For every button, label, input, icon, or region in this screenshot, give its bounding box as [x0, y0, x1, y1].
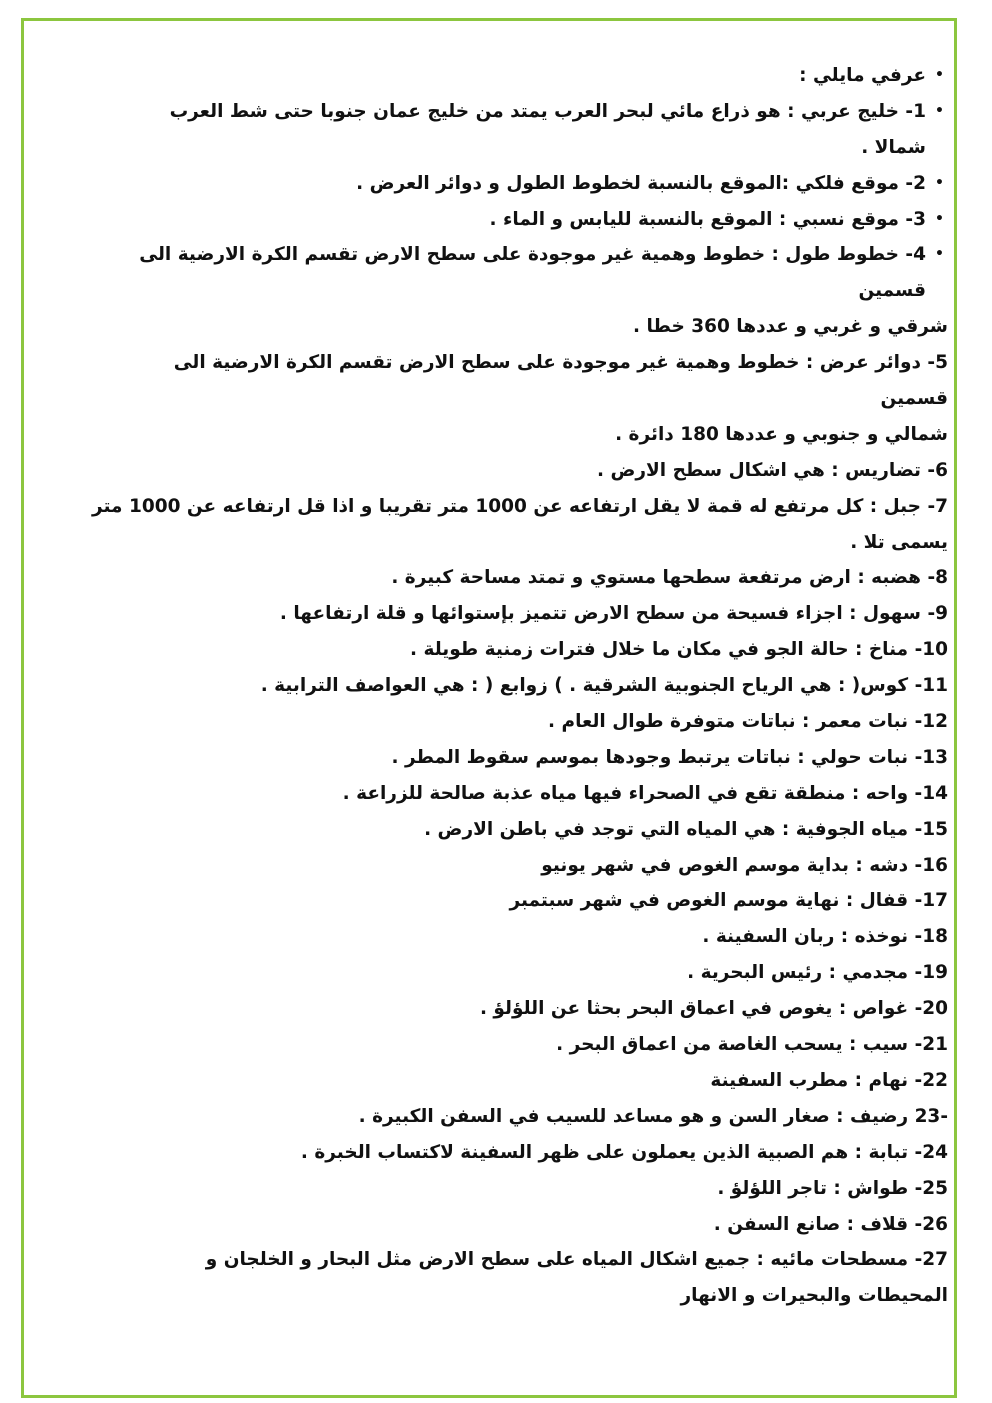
text-line: [30, 848, 948, 884]
line-text: 11- كوس( : هي الرياح الجنوبية الشرقية . ) زوابع ( : هي العواصف الترابية .: [260, 675, 948, 697]
text-line: [30, 883, 948, 919]
line-text: يسمى تلا .: [850, 531, 948, 553]
line-text: 2- موقع فلكي :الموقع بالنسبة لخطوط الطول و دوائر العرض .: [356, 172, 926, 194]
bullet-icon: •: [935, 246, 944, 263]
text-line: [30, 453, 948, 489]
document-body: [30, 58, 948, 1314]
bullet-icon: •: [935, 174, 944, 191]
line-text: عرفي مايلي :: [799, 65, 926, 86]
line-text: 4- خطوط طول : خطوط وهمية غير موجودة على سطح الارض تقسم الكرة الارضية الى: [139, 244, 926, 266]
line-text: 14- واحه : منطقة تقع في الصحراء فيها مياه عذبة صالحة للزراعة .: [342, 782, 948, 804]
line-text: 3- موقع نسبي : الموقع بالنسبة لليابس و الماء .: [489, 208, 926, 230]
line-text: 27- مسطحات مائيه : جميع اشكال المياه على سطح الارض مثل البحار و الخلجان و: [205, 1249, 948, 1271]
text-line: [30, 1135, 948, 1171]
bullet-line: [30, 58, 948, 94]
bullet-line: [30, 166, 948, 202]
line-text: 24- تبابة : هم الصبية الذين يعملون على ظهر السفينة لاكتساب الخبرة .: [300, 1141, 948, 1163]
text-line: [30, 740, 948, 776]
bullet-line: [30, 237, 948, 273]
bullet-icon: •: [935, 67, 944, 83]
text-line: [30, 991, 948, 1027]
text-line: [30, 1099, 948, 1135]
text-line: [30, 632, 948, 668]
line-text: 8- هضبه : ارض مرتفعة سطحها مستوي و تمتد مساحة كبيرة .: [391, 567, 948, 589]
text-line: [30, 1242, 948, 1278]
line-text: 18- نوخذه : ربان السفينة .: [702, 926, 948, 948]
line-text: المحيطات والبحيرات و الانهار: [680, 1285, 948, 1307]
line-text: 6- تضاريس : هي اشكال سطح الارض .: [597, 459, 948, 481]
text-line: [30, 668, 948, 704]
line-text: شرقي و غربي و عددها 360 خطا .: [633, 316, 948, 338]
text-line: [30, 1278, 948, 1314]
line-text: 22- نهام : مطرب السفينة: [710, 1069, 948, 1091]
line-text: 12- نبات معمر : نباتات متوفرة طوال العام .: [548, 711, 948, 733]
text-line: [30, 704, 948, 740]
line-text: 17- قفال : نهاية موسم الغوص في شهر سبتمبر: [509, 890, 948, 912]
line-text: 15- مياه الجوفية : هي المياه التي توجد في باطن الارض .: [424, 818, 948, 840]
line-text: 10- مناخ : حالة الجو في مكان ما خلال فترات زمنية طويلة .: [410, 639, 948, 661]
text-line: [30, 1171, 948, 1207]
text-line: [30, 489, 948, 525]
text-line: [30, 596, 948, 632]
text-line: [30, 1207, 948, 1243]
line-text: 20- غواص : يغوص في اعماق البحر بحثا عن اللؤلؤ .: [479, 998, 948, 1020]
line-text: 5- دوائر عرض : خطوط وهمية غير موجودة على سطح الارض تقسم الكرة الارضية الى: [173, 352, 948, 374]
line-text: 9- سهول : اجزاء فسيحة من سطح الارض تتميز بإستوائها و قلة ارتفاعها .: [279, 603, 948, 625]
text-line: [30, 812, 948, 848]
text-line: [30, 309, 948, 345]
text-line: [30, 525, 948, 561]
line-text: قسمين: [858, 280, 926, 302]
bullet-line: [30, 94, 948, 130]
line-text: 25- طواش : تاجر اللؤلؤ .: [717, 1177, 948, 1199]
line-text: 7- جبل : كل مرتفع له قمة لا يقل ارتفاعه عن 1000 متر تقريبا و اذا قل ارتفاعه عن 1000 متر: [92, 495, 948, 517]
line-text: 16- دشه : بداية موسم الغوص في شهر يونيو: [541, 854, 948, 876]
text-line: [30, 776, 948, 812]
text-line: [30, 919, 948, 955]
line-text: 19- مجدمي : رئيس البحرية .: [687, 962, 948, 984]
line-text: شمالي و جنوبي و عددها 180 دائرة .: [615, 423, 948, 445]
line-text: شمالا .: [861, 136, 926, 158]
line-text: قسمين: [880, 388, 948, 410]
line-text: 21- سيب : يسحب الغاصة من اعماق البحر .: [556, 1034, 948, 1056]
text-line: [30, 273, 948, 309]
text-line: [30, 560, 948, 596]
line-text: 1- خليج عربي : هو ذراع مائي لبحر العرب يمتد من خليج عمان جنوبا حتى شط العرب: [169, 100, 926, 122]
line-text: 26- قلاف : صانع السفن .: [713, 1213, 948, 1235]
bullet-icon: •: [935, 210, 944, 227]
bullet-icon: •: [935, 102, 944, 119]
bullet-line: [30, 202, 948, 238]
text-line: [30, 345, 948, 381]
text-line: [30, 1063, 948, 1099]
line-text: 13- نبات حولي : نباتات يرتبط وجودها بموسم سقوط المطر .: [391, 746, 948, 768]
text-line: [30, 130, 948, 166]
text-line: [30, 381, 948, 417]
text-line: [30, 1027, 948, 1063]
text-line: [30, 955, 948, 991]
text-line: [30, 417, 948, 453]
line-text: -23 رضيف : صغار السن و هو مساعد للسيب في السفن الكبيرة .: [358, 1105, 948, 1127]
